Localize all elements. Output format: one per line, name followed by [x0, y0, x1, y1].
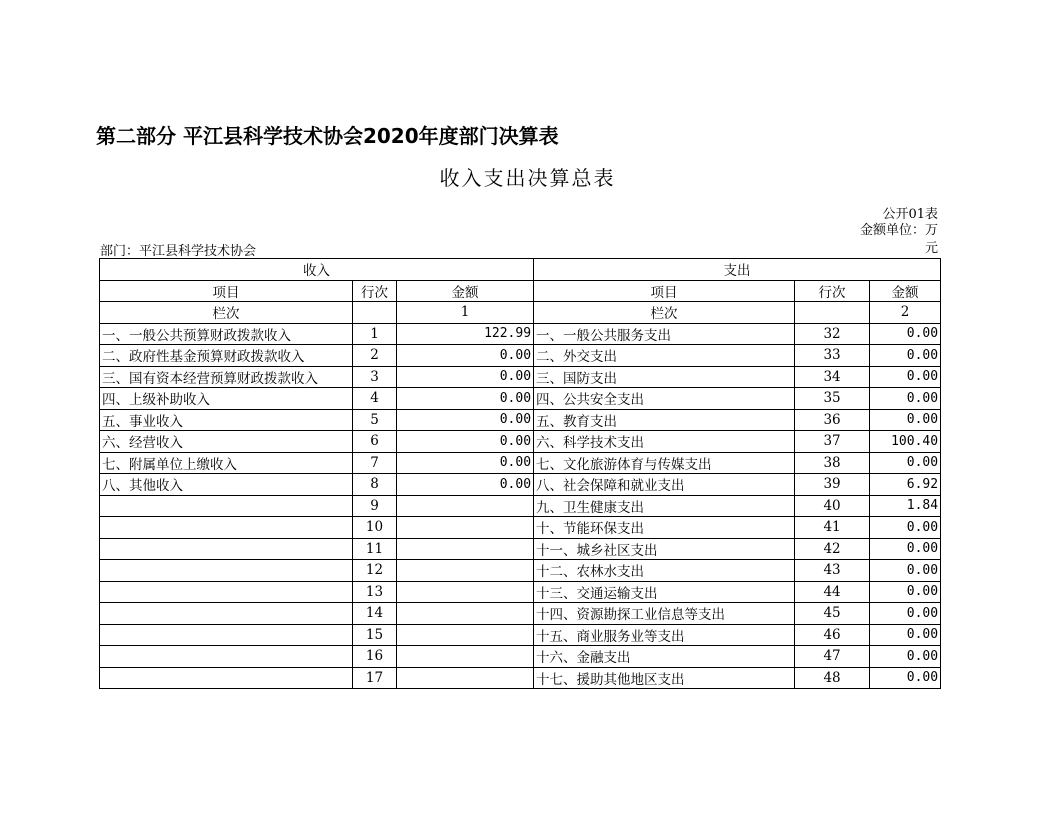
expense-row-number: 44 — [795, 581, 870, 603]
table-row — [100, 624, 941, 646]
expense-row-number: 48 — [795, 667, 870, 689]
income-row-number: 2 — [353, 345, 397, 367]
expense-item: 十七、援助其他地区支出 — [534, 667, 795, 689]
table-row — [100, 646, 941, 668]
income-row-number: 6 — [353, 431, 397, 453]
expense-item: 十、节能环保支出 — [534, 517, 795, 539]
income-row-number: 4 — [353, 388, 397, 410]
expense-row-number: 35 — [795, 388, 870, 410]
department-label: 部门：平江县科学技术协会 — [100, 244, 257, 259]
income-item: 七、附属单位上缴收入 — [100, 452, 353, 474]
expense-row-number: 34 — [795, 366, 870, 388]
expense-item: 十四、资源勘探工业信息等支出 — [534, 603, 795, 625]
expense-amount: 0.00 — [870, 517, 941, 539]
expense-lanci-label: 栏次 — [534, 302, 795, 324]
amount-unit: 金额单位：万元 — [859, 223, 938, 256]
table-row — [100, 667, 941, 689]
table-row — [100, 474, 941, 496]
income-amount: 0.00 — [397, 409, 534, 431]
income-item — [100, 646, 353, 668]
income-item — [100, 624, 353, 646]
income-item — [100, 667, 353, 689]
income-item: 八、其他收入 — [100, 474, 353, 496]
table-row — [100, 581, 941, 603]
expense-item: 五、教育支出 — [534, 409, 795, 431]
expense-amount: 0.00 — [870, 366, 941, 388]
expense-amount: 0.00 — [870, 581, 941, 603]
income-row-number: 9 — [353, 495, 397, 517]
income-amount — [397, 495, 534, 517]
table-subtitle: 收入支出决算总表 — [439, 166, 616, 190]
table-row — [100, 452, 941, 474]
expense-amount: 0.00 — [870, 409, 941, 431]
income-amount — [397, 646, 534, 668]
expense-row-number: 43 — [795, 560, 870, 582]
expense-row-number: 47 — [795, 646, 870, 668]
expense-amount: 0.00 — [870, 323, 941, 345]
expense-row-number: 40 — [795, 495, 870, 517]
expense-row-number: 37 — [795, 431, 870, 453]
table-row — [100, 431, 941, 453]
expense-lanci-number: 2 — [870, 302, 941, 324]
income-item-col: 项目 — [100, 280, 353, 302]
expense-amount: 0.00 — [870, 560, 941, 582]
expense-row-number: 32 — [795, 323, 870, 345]
income-expense-table — [99, 258, 941, 689]
income-amount: 0.00 — [397, 431, 534, 453]
expense-amount: 0.00 — [870, 667, 941, 689]
income-row-number: 14 — [353, 603, 397, 625]
expense-item: 七、文化旅游体育与传媒支出 — [534, 452, 795, 474]
income-amount — [397, 517, 534, 539]
income-amount: 122.99 — [397, 323, 534, 345]
income-row-col: 行次 — [353, 280, 397, 302]
table-row — [100, 345, 941, 367]
expense-amount: 0.00 — [870, 538, 941, 560]
column-header-row — [100, 280, 941, 302]
table-row — [100, 409, 941, 431]
section-header-row — [100, 259, 941, 281]
form-number: 公开01表 — [882, 207, 938, 222]
expense-row-number: 46 — [795, 624, 870, 646]
income-row-number: 8 — [353, 474, 397, 496]
table-row — [100, 517, 941, 539]
expense-amount: 6.92 — [870, 474, 941, 496]
table-row — [100, 323, 941, 345]
income-amount: 0.00 — [397, 452, 534, 474]
income-item: 五、事业收入 — [100, 409, 353, 431]
income-item: 二、政府性基金预算财政拨款收入 — [100, 345, 353, 367]
income-row-number: 10 — [353, 517, 397, 539]
expense-item: 十六、金融支出 — [534, 646, 795, 668]
expense-item: 十五、商业服务业等支出 — [534, 624, 795, 646]
expense-amount: 0.00 — [870, 646, 941, 668]
income-row-number: 3 — [353, 366, 397, 388]
expense-amount: 0.00 — [870, 624, 941, 646]
empty-cell — [795, 302, 870, 324]
expense-item: 二、外交支出 — [534, 345, 795, 367]
table-row — [100, 560, 941, 582]
document-title: 第二部分 平江县科学技术协会2020年度部门决算表 — [96, 124, 559, 148]
income-amount: 0.00 — [397, 345, 534, 367]
income-row-number: 7 — [353, 452, 397, 474]
table-row — [100, 603, 941, 625]
empty-cell — [353, 302, 397, 324]
table-row — [100, 538, 941, 560]
income-item — [100, 517, 353, 539]
expense-item: 一、一般公共服务支出 — [534, 323, 795, 345]
expense-row-number: 36 — [795, 409, 870, 431]
income-lanci-label: 栏次 — [100, 302, 353, 324]
table-row — [100, 366, 941, 388]
income-row-number: 15 — [353, 624, 397, 646]
expense-item: 十三、交通运输支出 — [534, 581, 795, 603]
expense-amount: 0.00 — [870, 345, 941, 367]
expense-amount: 100.40 — [870, 431, 941, 453]
table-row — [100, 388, 941, 410]
expense-row-col: 行次 — [795, 280, 870, 302]
income-amount: 0.00 — [397, 474, 534, 496]
expense-amount: 0.00 — [870, 603, 941, 625]
lanci-row — [100, 302, 941, 324]
income-amount: 0.00 — [397, 388, 534, 410]
income-row-number: 13 — [353, 581, 397, 603]
expense-row-number: 33 — [795, 345, 870, 367]
income-amount-col: 金额 — [397, 280, 534, 302]
income-item: 一、一般公共预算财政拨款收入 — [100, 323, 353, 345]
expense-item-col: 项目 — [534, 280, 795, 302]
income-lanci-number: 1 — [397, 302, 534, 324]
income-amount — [397, 624, 534, 646]
income-row-number: 12 — [353, 560, 397, 582]
income-header: 收入 — [100, 259, 534, 281]
income-item — [100, 560, 353, 582]
income-item — [100, 538, 353, 560]
income-item: 三、国有资本经营预算财政拨款收入 — [100, 366, 353, 388]
expense-item: 十二、农林水支出 — [534, 560, 795, 582]
expense-row-number: 39 — [795, 474, 870, 496]
expense-item: 四、公共安全支出 — [534, 388, 795, 410]
expense-row-number: 42 — [795, 538, 870, 560]
expense-item: 三、国防支出 — [534, 366, 795, 388]
expense-amount: 1.84 — [870, 495, 941, 517]
income-amount — [397, 667, 534, 689]
expense-row-number: 45 — [795, 603, 870, 625]
income-item: 六、经营收入 — [100, 431, 353, 453]
expense-row-number: 38 — [795, 452, 870, 474]
expense-row-number: 41 — [795, 517, 870, 539]
income-row-number: 11 — [353, 538, 397, 560]
income-row-number: 5 — [353, 409, 397, 431]
expense-header: 支出 — [534, 259, 941, 281]
income-item: 四、上级补助收入 — [100, 388, 353, 410]
income-row-number: 1 — [353, 323, 397, 345]
expense-item: 十一、城乡社区支出 — [534, 538, 795, 560]
income-item — [100, 581, 353, 603]
income-item — [100, 495, 353, 517]
expense-item: 八、社会保障和就业支出 — [534, 474, 795, 496]
expense-amount: 0.00 — [870, 388, 941, 410]
income-amount — [397, 603, 534, 625]
income-row-number: 17 — [353, 667, 397, 689]
income-amount — [397, 538, 534, 560]
expense-item: 六、科学技术支出 — [534, 431, 795, 453]
expense-amount-col: 金额 — [870, 280, 941, 302]
expense-amount: 0.00 — [870, 452, 941, 474]
table-row — [100, 495, 941, 517]
income-item — [100, 603, 353, 625]
income-amount — [397, 581, 534, 603]
income-row-number: 16 — [353, 646, 397, 668]
income-amount: 0.00 — [397, 366, 534, 388]
income-amount — [397, 560, 534, 582]
expense-item: 九、卫生健康支出 — [534, 495, 795, 517]
